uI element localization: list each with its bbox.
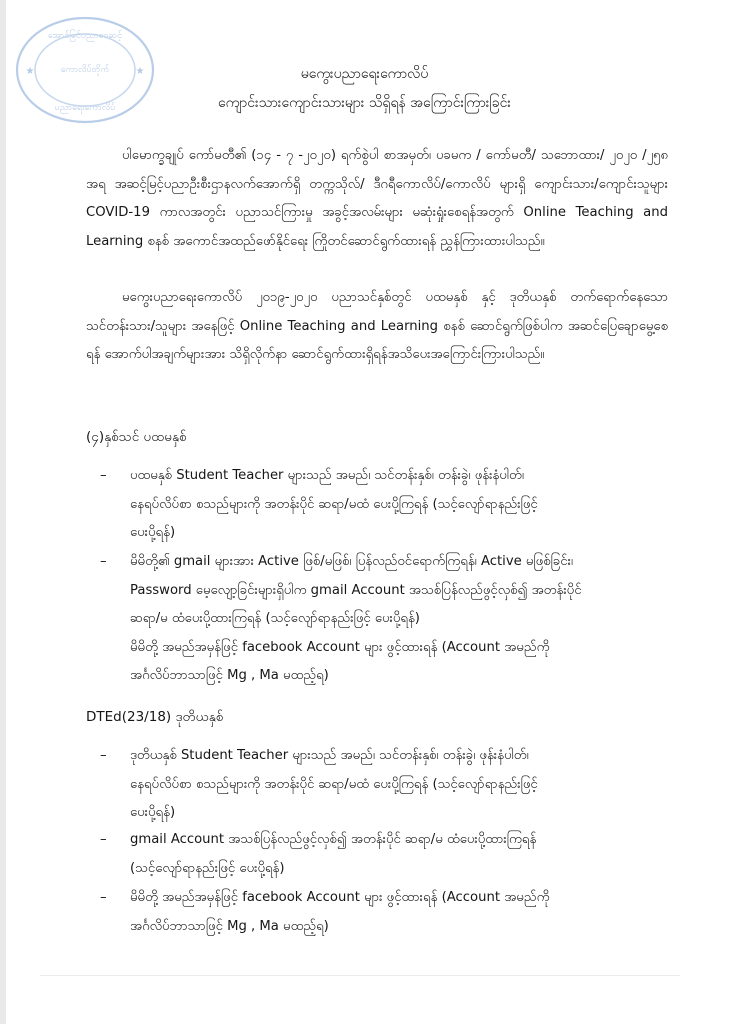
list-item xyxy=(100,548,675,691)
paragraph-2: မကွေးပညာရေးကောလိပ် ၂၀၁၉-၂၀၂၀ ပညာသင်နှစ်တွင် ပထမနှစ် နှင့် ဒုတိယနှစ် တက်ရောက်နေသော သင်တန်းသား/သူများ အနေဖြင့် Online Teaching and Learning စနစ် ဆောင်ရွက်ဖြစ်ပါက အဆင်ပြေချောမွေ့စေရန် အောက်ပါအချက်များအား သိရှိလိုက်နာ ဆောင်ရွက်ထားရှိရန်အသိပေးအကြောင်းကြားပါသည်။ xyxy=(86,290,668,363)
item-line: ပေးပို့ရန်) xyxy=(130,525,176,541)
bullet-dash: – xyxy=(100,890,107,905)
bullet-dash: – xyxy=(100,468,107,483)
item-line: နေရပ်လိပ်စာ စသည်များကို အတန်းပိုင် ဆရာ/မထံ ပေးပို့ကြရန် (သင့်လျော်ရာနည်းဖြင့် xyxy=(130,496,538,512)
list-item xyxy=(100,826,675,883)
item-line: မိမိတို့ အမည်အမှန်ဖြင့် facebook Account များ ဖွင့်ထားရန် (Account အမည်ကို xyxy=(130,639,550,655)
section-heading-second-year: DTEd(23/18) ဒုတိယနှစ် xyxy=(86,709,224,725)
college-name-heading: မကွေးပညာရေးကောလိပ် xyxy=(300,66,429,82)
item-line: ဆရာ/မ ထံပေးပို့ထားကြရန် (သင့်လျော်ရာနည်းဖြင့် ပေးပို့ရန်) xyxy=(130,611,420,627)
seal-text-bottom: ပညာရေးကောလိပ် xyxy=(54,103,116,113)
item-line: gmail Account အသစ်ပြန်လည်ဖွင့်လှစ်၍ အတန်းပိုင် ဆရာ/မ ထံပေးပို့ထားကြရန် xyxy=(130,832,537,847)
list-item xyxy=(100,742,675,828)
item-line: အင်္ဂလိပ်ဘာသာဖြင့် Mg , Ma မထည့်ရ) xyxy=(130,668,329,684)
svg-text:★: ★ xyxy=(25,66,35,77)
seal-text-top: အောင်မြင်ပညာဝေဆင့် xyxy=(47,31,123,41)
svg-text:★: ★ xyxy=(135,66,145,77)
bullet-dash: – xyxy=(100,554,107,569)
item-line: ပထမနှစ် Student Teacher များသည် အမည်၊ သင်တန်းနှစ်၊ တန်းခွဲ၊ ဖုန်းနံပါတ်၊ xyxy=(130,468,524,483)
item-line: မိမိတို့၏ gmail များအား Active ဖြစ်/မဖြစ်၊ ပြန်လည်ဝင်ရောက်ကြရန်၊ Active မဖြစ်ခြင်း၊ xyxy=(130,554,574,569)
section-heading-first-year: (၄)နှစ်သင် ပထမနှစ် xyxy=(86,429,187,445)
item-line: ဒုတိယနှစ် Student Teacher များသည် အမည်၊ သင်တန်းနှစ်၊ တန်းခွဲ၊ ဖုန်းနံပါတ်၊ xyxy=(130,748,529,763)
seal-text-mid: ကောလိပ်တိုက် xyxy=(60,65,110,75)
scan-edge xyxy=(0,0,6,1024)
item-line: (သင့်လျော်ရာနည်းဖြင့် ပေးပို့ရန်) xyxy=(130,860,285,876)
item-line: နေရပ်လိပ်စာ စသည်များကို အတန်းပိုင် ဆရာ/မထံ ပေးပို့ကြရန် (သင့်လျော်ရာနည်းဖြင့် xyxy=(130,776,538,792)
item-line: မိမိတို့ အမည်အမှန်ဖြင့် facebook Account များ ဖွင့်ထားရန် (Account အမည်ကို xyxy=(130,890,550,905)
item-line: Password မေ့လျော့ခြင်းများရှိပါက gmail Account အသစ်ပြန်လည်ဖွင့်လှစ်၍ အတန်းပိုင် xyxy=(130,582,582,598)
list-item xyxy=(100,884,675,941)
item-line: ပေးပို့ရန်) xyxy=(130,805,176,821)
paragraph-1: ပါမောက္ခချုပ် ကော်မတီ၏ (၁၄ - ၇ -၂၀၂၀) ရက်စွဲပါ စာအမှတ်၊ ပခမက / ကော်မတီ/ သဘောထား/ ၂၀၂၀ /၂၅၈ အရ အဆင့်မြင့်ပညာဦးစီးဌာနလက်အောက်ရှိ တက္ကသိုလ်/ ဒီဂရီကောလိပ်/ကောလိပ် များရှိ ကျောင်းသား/ကျောင်းသူများ COVID-19 ကာလအတွင်း ပညာသင်ကြားမှု အခွင့်အလမ်းများ မဆုံးရှုံးစေရန်အတွက် Online Teaching and Learning စနစ် အကောင်အထည်ဖော်နိုင်ရေး ကြိုတင်ဆောင်ရွက်ထားရန် ညွှန်ကြားထားပါသည်။ xyxy=(86,148,668,249)
notice-title: ကျောင်းသားကျောင်းသားများ သိရှိရန် အကြောင်းကြားခြင်း xyxy=(218,95,511,111)
page-bottom-rule xyxy=(40,975,680,976)
bullet-dash: – xyxy=(100,748,107,763)
bullet-dash: – xyxy=(100,832,107,847)
item-line: အင်္ဂလိပ်ဘာသာဖြင့် Mg , Ma မထည့်ရ) xyxy=(130,918,329,934)
list-item xyxy=(100,462,675,548)
